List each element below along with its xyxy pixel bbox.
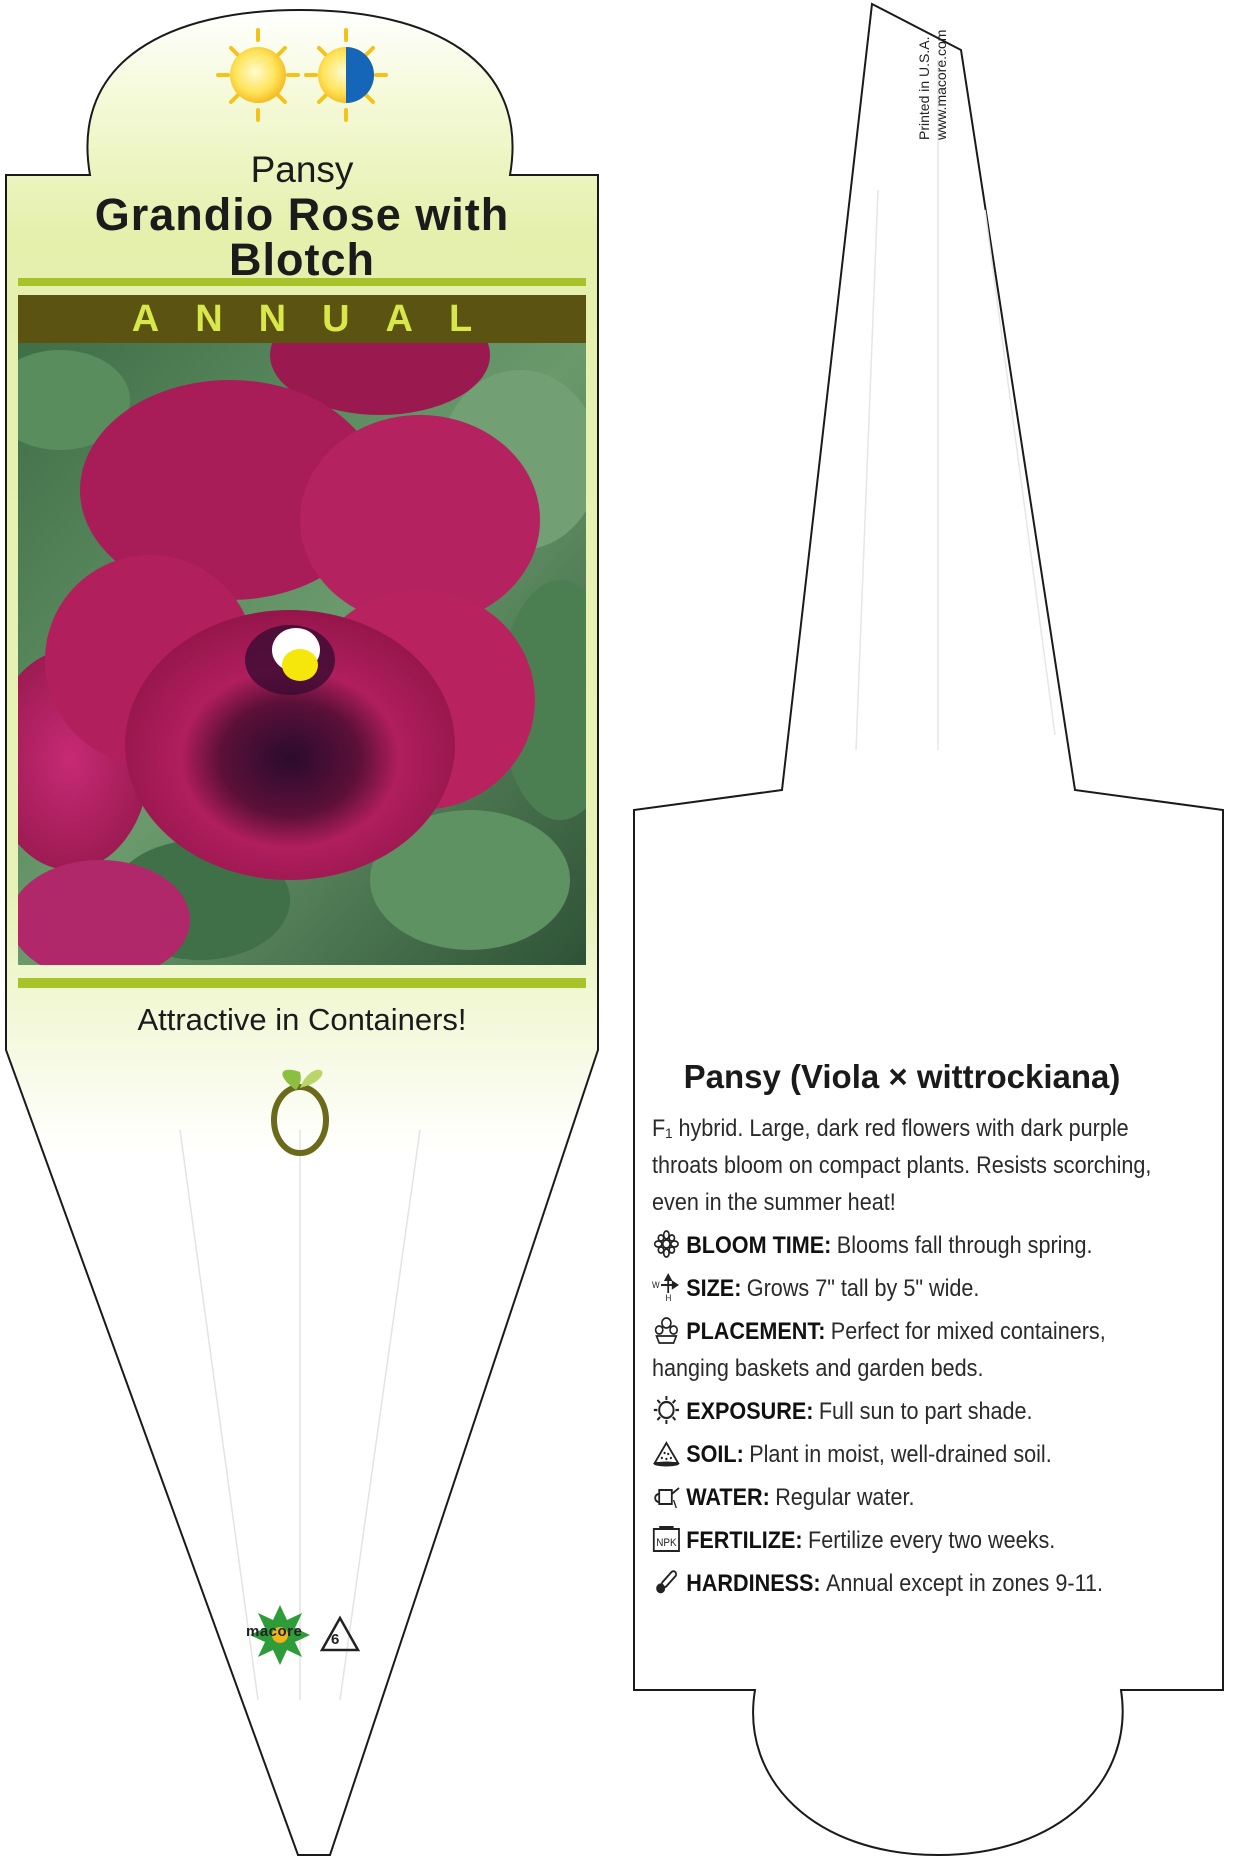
exposure-row <box>652 1393 1179 1430</box>
hardiness-row <box>652 1565 1179 1602</box>
recycle-code: 6 <box>331 1631 340 1648</box>
exposure-label: EXPOSURE: <box>686 1398 814 1425</box>
category-bar <box>18 295 586 343</box>
placement-row <box>652 1313 1179 1387</box>
size-text: Grows 7" tall by 5" wide. <box>746 1275 980 1302</box>
tagline: Attractive in Containers! <box>137 1002 467 1037</box>
soil-row <box>652 1436 1179 1473</box>
fertilize-text: Fertilize every two weeks. <box>807 1527 1056 1554</box>
printed-country: Printed in U.S.A. <box>916 36 932 140</box>
placement-icon <box>652 1316 681 1344</box>
flower-icon <box>652 1230 681 1258</box>
soil-label: SOIL: <box>686 1441 744 1468</box>
category-label: ANNUAL <box>131 298 509 340</box>
water-label: WATER: <box>686 1484 770 1511</box>
botanical-title: Pansy (Viola × wittrockiana) <box>683 1058 1121 1095</box>
svg-text:NPK: NPK <box>656 1537 677 1550</box>
photo-band-bottom <box>18 978 586 988</box>
water-text: Regular water. <box>775 1484 915 1511</box>
svg-text:W: W <box>652 1279 660 1291</box>
printed-website: www.macore.com <box>933 29 949 140</box>
soil-icon <box>652 1439 681 1467</box>
description: F₁ hybrid. Large, dark red flowers with dark purple throats bloom on compact plants. Resists scorching, even in the summer heat! <box>652 1115 1152 1216</box>
water-row <box>652 1479 1179 1516</box>
watering-can-icon <box>652 1482 681 1510</box>
bloom-time-text: Blooms fall through spring. <box>836 1232 1093 1259</box>
thermometer-icon <box>652 1568 681 1596</box>
svg-text:H: H <box>665 1292 672 1301</box>
variety-name: Grandio Rose with Blotch <box>94 189 510 285</box>
size-label: SIZE: <box>686 1275 742 1302</box>
size-icon <box>652 1273 681 1301</box>
size-row <box>652 1270 1179 1307</box>
hardiness-text: Annual except in zones 9-11. <box>826 1570 1103 1597</box>
sun-outline-icon <box>652 1396 681 1424</box>
care-info <box>652 1058 1172 1602</box>
printed-info <box>916 30 950 140</box>
brand-name: macore <box>246 1623 303 1640</box>
species-name: Pansy <box>250 149 354 190</box>
soil-text: Plant in moist, well-drained soil. <box>749 1441 1052 1468</box>
bloom-time-row <box>652 1227 1179 1264</box>
fertilize-label: FERTILIZE: <box>686 1527 803 1554</box>
placement-label: PLACEMENT: <box>686 1318 826 1345</box>
pansy-photo <box>0 295 620 980</box>
npk-icon <box>652 1525 681 1553</box>
hardiness-label: HARDINESS: <box>686 1570 821 1597</box>
fertilize-row <box>652 1522 1179 1559</box>
exposure-text: Full sun to part shade. <box>818 1398 1033 1425</box>
bloom-time-label: BLOOM TIME: <box>686 1232 832 1259</box>
placement-text: Perfect for mixed containers, hanging baskets and garden beds. <box>652 1318 1106 1382</box>
